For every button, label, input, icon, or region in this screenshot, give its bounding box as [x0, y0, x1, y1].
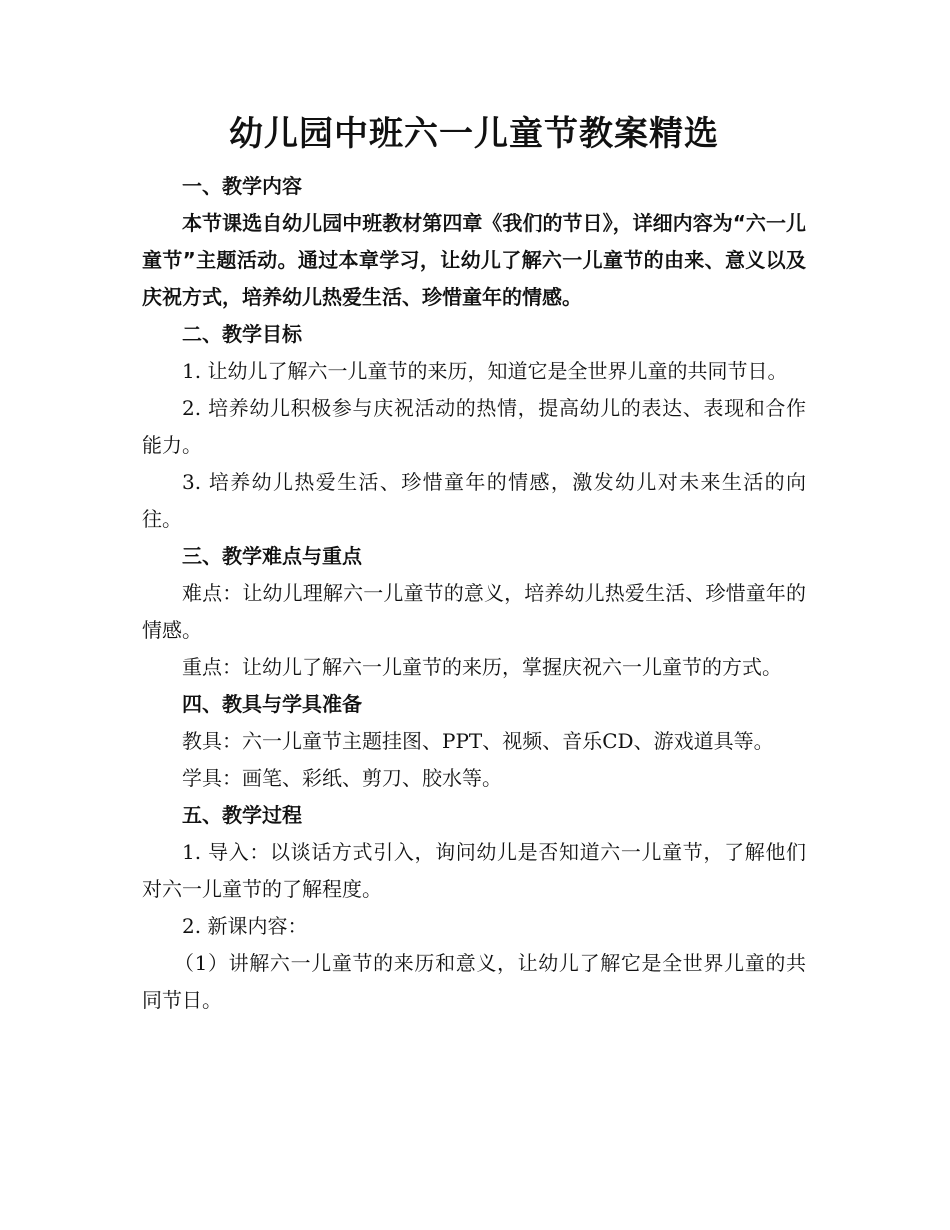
content-paragraph: 本节课选自幼儿园中班教材第四章《我们的节日》，详细内容为“六一儿童节”主题活动。通过本章学习，让幼儿了解六一儿童节的由来、意义以及庆祝方式，培养幼儿热爱生活、珍惜童年的情感。	[142, 211, 806, 309]
process-step-1: 1. 导入：以谈话方式引入，询问幼儿是否知道六一儿童节，了解他们对六一儿童节的了解程度。	[142, 840, 806, 901]
goal-item-2: 2. 培养幼儿积极参与庆祝活动的热情，提高幼儿的表达、表现和合作能力。	[142, 396, 806, 457]
process-step-2-1: （1）讲解六一儿童节的来历和意义，让幼儿了解它是全世界儿童的共同节日。	[142, 951, 806, 1012]
section-heading-materials: 四、教具与学具准备	[182, 692, 362, 716]
document-title: 幼儿园中班六一儿童节教案精选	[229, 114, 719, 154]
section-heading-difficulty: 三、教学难点与重点	[182, 544, 362, 568]
section-heading-goals: 二、教学目标	[182, 322, 302, 346]
goal-item-3: 3. 培养幼儿热爱生活、珍惜童年的情感，激发幼儿对未来生活的向往。	[142, 470, 806, 531]
document-page	[142, 110, 806, 1019]
process-step-2: 2. 新课内容：	[182, 914, 308, 938]
section-heading-process: 五、教学过程	[182, 803, 302, 827]
goal-item-1: 1. 让幼儿了解六一儿童节的来历，知道它是全世界儿童的共同节日。	[182, 359, 788, 383]
section-heading-content: 一、教学内容	[182, 174, 302, 198]
materials-teacher: 教具：六一儿童节主题挂图、PPT、视频、音乐CD、游戏道具等。	[182, 729, 774, 753]
materials-student: 学具：画笔、彩纸、剪刀、胶水等。	[182, 766, 502, 790]
difficulty-hard-point: 难点：让幼儿理解六一儿童节的意义，培养幼儿热爱生活、珍惜童年的情感。	[142, 581, 806, 642]
difficulty-key-point: 重点：让幼儿了解六一儿童节的来历，掌握庆祝六一儿童节的方式。	[182, 655, 782, 679]
